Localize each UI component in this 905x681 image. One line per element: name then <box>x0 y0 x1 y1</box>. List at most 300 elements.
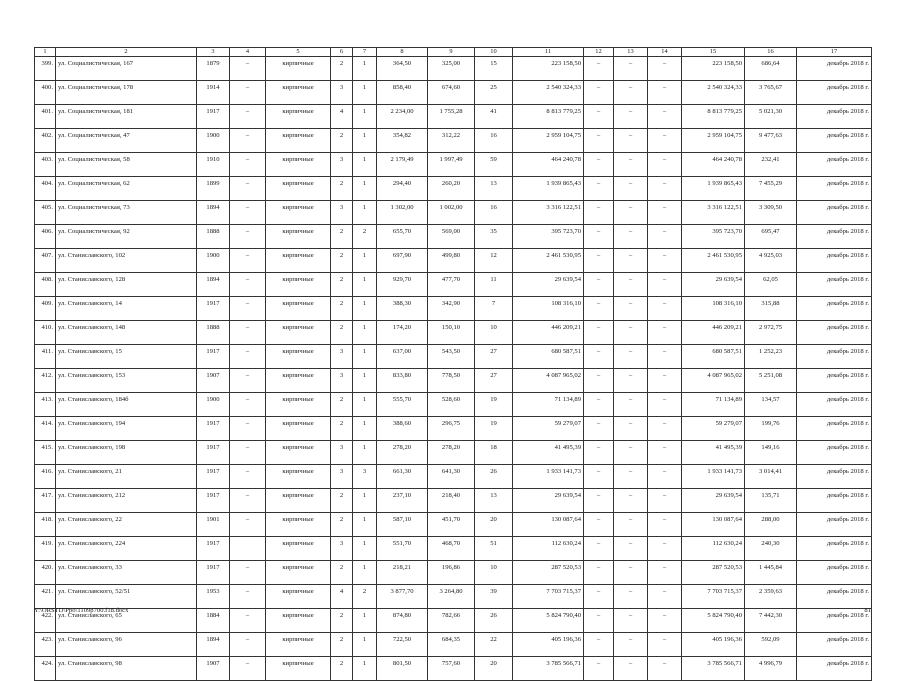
cell-wall-material: кирпичные <box>266 633 331 657</box>
cell-living-area: 312,22 <box>428 129 475 153</box>
cell-col-12: – <box>584 537 614 561</box>
header-cell-12: 12 <box>584 48 614 57</box>
cell-col-14: – <box>648 465 682 489</box>
cell-year-built: 1917 <box>197 417 230 441</box>
cell-deadline: декабрь 2018 г. <box>797 561 872 585</box>
cell-col-4: – <box>230 417 266 441</box>
cell-col-14: – <box>648 105 682 129</box>
cell-unit-cost: 9 477,63 <box>745 129 797 153</box>
cell-year-built: 1899 <box>197 177 230 201</box>
cell-col-14: – <box>648 489 682 513</box>
cell-entrances: 1 <box>353 81 377 105</box>
table-row <box>35 537 872 561</box>
cell-address: ул. Социалистическая, 167 <box>56 57 197 81</box>
cell-row-number: 420. <box>35 561 56 585</box>
cell-floors: 2 <box>331 489 353 513</box>
cell-col-4: – <box>230 81 266 105</box>
table-row <box>35 129 872 153</box>
cell-unit-cost: 695,47 <box>745 225 797 249</box>
cell-total-area: 833,80 <box>377 369 428 393</box>
cell-col-13: – <box>614 609 648 633</box>
cell-floors: 2 <box>331 657 353 681</box>
header-cell-13: 13 <box>614 48 648 57</box>
cell-residents: 19 <box>475 393 513 417</box>
cell-entrances: 1 <box>353 489 377 513</box>
cell-entrances: 2 <box>353 585 377 609</box>
cell-residents: 25 <box>475 81 513 105</box>
cell-living-area: 218,40 <box>428 489 475 513</box>
cell-row-number: 422. <box>35 609 56 633</box>
cell-cost: 405 196,36 <box>513 633 584 657</box>
cell-year-built: 1917 <box>197 489 230 513</box>
cell-deadline: декабрь 2018 г. <box>797 129 872 153</box>
cell-year-built: 1894 <box>197 273 230 297</box>
cell-floors: 2 <box>331 633 353 657</box>
cell-total-area: 929,70 <box>377 273 428 297</box>
cell-floors: 3 <box>331 81 353 105</box>
cell-col-13: – <box>614 345 648 369</box>
cell-total-cost: 2 540 324,33 <box>682 81 745 105</box>
cell-residents: 18 <box>475 441 513 465</box>
cell-col-12: – <box>584 321 614 345</box>
cell-col-12: – <box>584 153 614 177</box>
cell-deadline: декабрь 2018 г. <box>797 81 872 105</box>
cell-cost: 4 087 965,02 <box>513 369 584 393</box>
cell-living-area: 196,86 <box>428 561 475 585</box>
cell-living-area: 543,50 <box>428 345 475 369</box>
cell-deadline: декабрь 2018 г. <box>797 537 872 561</box>
cell-living-area: 757,60 <box>428 657 475 681</box>
cell-row-number: 414. <box>35 417 56 441</box>
cell-deadline: декабрь 2018 г. <box>797 321 872 345</box>
cell-year-built: 1953 <box>197 585 230 609</box>
cell-address: ул. Станиславского, 15 <box>56 345 197 369</box>
cell-unit-cost: 240,30 <box>745 537 797 561</box>
cell-deadline: декабрь 2018 г. <box>797 57 872 81</box>
cell-col-12: – <box>584 177 614 201</box>
cell-entrances: 1 <box>353 609 377 633</box>
cell-total-cost: 223 158,50 <box>682 57 745 81</box>
cell-wall-material: кирпичные <box>266 249 331 273</box>
cell-entrances: 1 <box>353 657 377 681</box>
cell-unit-cost: 134,57 <box>745 393 797 417</box>
cell-cost: 3 785 566,71 <box>513 657 584 681</box>
cell-living-area: 3 264,80 <box>428 585 475 609</box>
cell-deadline: декабрь 2018 г. <box>797 633 872 657</box>
cell-row-number: 423. <box>35 633 56 657</box>
cell-total-cost: 29 639,54 <box>682 273 745 297</box>
cell-cost: 7 703 715,37 <box>513 585 584 609</box>
cell-cost: 8 813 779,25 <box>513 105 584 129</box>
table-row <box>35 657 872 681</box>
cell-cost: 59 279,07 <box>513 417 584 441</box>
cell-col-14: – <box>648 417 682 441</box>
cell-total-cost: 5 824 790,40 <box>682 609 745 633</box>
cell-floors: 2 <box>331 129 353 153</box>
header-cell-11: 11 <box>513 48 584 57</box>
cell-col-4: – <box>230 273 266 297</box>
cell-year-built: 1914 <box>197 81 230 105</box>
table-row <box>35 225 872 249</box>
header-cell-14: 14 <box>648 48 682 57</box>
cell-residents: 35 <box>475 225 513 249</box>
cell-entrances: 1 <box>353 105 377 129</box>
cell-total-cost: 1 933 141,73 <box>682 465 745 489</box>
cell-entrances: 1 <box>353 153 377 177</box>
cell-total-area: 278,20 <box>377 441 428 465</box>
cell-floors: 3 <box>331 201 353 225</box>
cell-address: ул. Станиславского, 14 <box>56 297 197 321</box>
cell-total-cost: 287 520,53 <box>682 561 745 585</box>
cell-col-13: – <box>614 81 648 105</box>
cell-total-area: 874,80 <box>377 609 428 633</box>
cell-row-number: 405. <box>35 201 56 225</box>
table-row <box>35 153 872 177</box>
cell-col-12: – <box>584 57 614 81</box>
cell-wall-material: кирпичные <box>266 369 331 393</box>
cell-col-4: – <box>230 153 266 177</box>
cell-residents: 19 <box>475 417 513 441</box>
cell-living-area: 1 002,00 <box>428 201 475 225</box>
cell-unit-cost: 288,00 <box>745 513 797 537</box>
table-row <box>35 513 872 537</box>
cell-address: ул. Станиславского, 52/51 <box>56 585 197 609</box>
cell-deadline: декабрь 2018 г. <box>797 513 872 537</box>
cell-total-cost: 2 461 530,95 <box>682 249 745 273</box>
cell-col-13: – <box>614 417 648 441</box>
cell-living-area: 1 997,49 <box>428 153 475 177</box>
cell-total-area: 388,30 <box>377 297 428 321</box>
cell-living-area: 296,75 <box>428 417 475 441</box>
cell-living-area: 684,35 <box>428 633 475 657</box>
cell-entrances: 1 <box>353 129 377 153</box>
cell-address: ул. Социалистическая, 47 <box>56 129 197 153</box>
table-header-row <box>35 48 872 57</box>
cell-year-built: 1884 <box>197 609 230 633</box>
cell-entrances: 1 <box>353 561 377 585</box>
table-row <box>35 633 872 657</box>
cell-cost: 130 087,64 <box>513 513 584 537</box>
cell-unit-cost: 4 996,79 <box>745 657 797 681</box>
cell-total-area: 555,70 <box>377 393 428 417</box>
cell-wall-material: кирпичные <box>266 609 331 633</box>
cell-entrances: 1 <box>353 201 377 225</box>
cell-col-12: – <box>584 633 614 657</box>
cell-col-13: – <box>614 657 648 681</box>
cell-cost: 2 959 104,75 <box>513 129 584 153</box>
cell-col-14: – <box>648 177 682 201</box>
cell-col-14: – <box>648 57 682 81</box>
cell-wall-material: кирпичные <box>266 561 331 585</box>
cell-residents: 13 <box>475 177 513 201</box>
cell-col-14: – <box>648 585 682 609</box>
cell-year-built: 1917 <box>197 297 230 321</box>
cell-cost: 223 158,50 <box>513 57 584 81</box>
cell-total-area: 237,10 <box>377 489 428 513</box>
cell-year-built: 1888 <box>197 321 230 345</box>
cell-year-built: 1900 <box>197 249 230 273</box>
cell-year-built: 1917 <box>197 465 230 489</box>
cell-row-number: 404. <box>35 177 56 201</box>
cell-col-12: – <box>584 489 614 513</box>
cell-col-13: – <box>614 489 648 513</box>
cell-entrances: 1 <box>353 393 377 417</box>
cell-row-number: 424. <box>35 657 56 681</box>
table-row <box>35 201 872 225</box>
cell-cost: 108 316,10 <box>513 297 584 321</box>
cell-row-number: 399. <box>35 57 56 81</box>
cell-address: ул. Станиславского, 224 <box>56 537 197 561</box>
cell-col-12: – <box>584 201 614 225</box>
cell-entrances: 1 <box>353 177 377 201</box>
cell-row-number: 406. <box>35 225 56 249</box>
header-cell-5: 5 <box>266 48 331 57</box>
cell-col-14: – <box>648 561 682 585</box>
cell-year-built: 1907 <box>197 657 230 681</box>
cell-col-13: – <box>614 201 648 225</box>
cell-living-area: 150,10 <box>428 321 475 345</box>
cell-living-area: 674,60 <box>428 81 475 105</box>
cell-year-built: 1917 <box>197 561 230 585</box>
header-cell-8: 8 <box>377 48 428 57</box>
cell-cost: 2 461 530,95 <box>513 249 584 273</box>
cell-row-number: 407. <box>35 249 56 273</box>
cell-deadline: декабрь 2018 г. <box>797 273 872 297</box>
cell-col-4: – <box>230 225 266 249</box>
cell-residents: 10 <box>475 561 513 585</box>
cell-col-12: – <box>584 129 614 153</box>
cell-living-area: 278,20 <box>428 441 475 465</box>
cell-row-number: 403. <box>35 153 56 177</box>
cell-col-13: – <box>614 369 648 393</box>
cell-col-13: – <box>614 633 648 657</box>
buildings-table <box>34 47 872 681</box>
cell-col-4: – <box>230 57 266 81</box>
cell-year-built: 1879 <box>197 57 230 81</box>
cell-col-14: – <box>648 441 682 465</box>
cell-address: ул. Станиславского, 21 <box>56 465 197 489</box>
cell-col-12: – <box>584 297 614 321</box>
cell-col-14: – <box>648 129 682 153</box>
cell-deadline: декабрь 2018 г. <box>797 297 872 321</box>
cell-col-4: – <box>230 105 266 129</box>
cell-year-built: 1917 <box>197 537 230 561</box>
cell-residents: 26 <box>475 465 513 489</box>
cell-total-cost: 1 939 865,43 <box>682 177 745 201</box>
header-cell-2: 2 <box>56 48 197 57</box>
cell-address: ул. Социалистическая, 62 <box>56 177 197 201</box>
cell-col-13: – <box>614 249 648 273</box>
cell-floors: 4 <box>331 585 353 609</box>
cell-unit-cost: 199,76 <box>745 417 797 441</box>
cell-col-12: – <box>584 441 614 465</box>
cell-address: ул. Станиславского, 22 <box>56 513 197 537</box>
cell-col-12: – <box>584 105 614 129</box>
cell-floors: 2 <box>331 321 353 345</box>
cell-unit-cost: 7 442,30 <box>745 609 797 633</box>
cell-col-4: – <box>230 369 266 393</box>
cell-col-13: – <box>614 441 648 465</box>
table-row <box>35 321 872 345</box>
cell-col-13: – <box>614 321 648 345</box>
cell-total-area: 661,30 <box>377 465 428 489</box>
cell-total-area: 697,90 <box>377 249 428 273</box>
cell-wall-material: кирпичные <box>266 201 331 225</box>
cell-total-cost: 41 495,39 <box>682 441 745 465</box>
cell-total-area: 801,50 <box>377 657 428 681</box>
cell-entrances: 1 <box>353 441 377 465</box>
cell-floors: 3 <box>331 465 353 489</box>
header-cell-3: 3 <box>197 48 230 57</box>
cell-total-area: 587,10 <box>377 513 428 537</box>
cell-col-4: – <box>230 489 266 513</box>
cell-cost: 680 587,51 <box>513 345 584 369</box>
cell-cost: 1 939 865,43 <box>513 177 584 201</box>
cell-total-area: 858,40 <box>377 81 428 105</box>
cell-wall-material: кирпичные <box>266 657 331 681</box>
cell-row-number: 409. <box>35 297 56 321</box>
cell-living-area: 325,00 <box>428 57 475 81</box>
cell-col-13: – <box>614 225 648 249</box>
cell-col-12: – <box>584 609 614 633</box>
cell-total-area: 354,82 <box>377 129 428 153</box>
cell-entrances: 1 <box>353 417 377 441</box>
cell-col-14: – <box>648 297 682 321</box>
cell-col-12: – <box>584 417 614 441</box>
table-row <box>35 585 872 609</box>
cell-residents: 27 <box>475 345 513 369</box>
cell-total-area: 1 302,00 <box>377 201 428 225</box>
cell-unit-cost: 4 925,03 <box>745 249 797 273</box>
cell-year-built: 1917 <box>197 441 230 465</box>
cell-col-13: – <box>614 561 648 585</box>
header-cell-9: 9 <box>428 48 475 57</box>
cell-col-14: – <box>648 393 682 417</box>
cell-total-area: 174,20 <box>377 321 428 345</box>
table-row <box>35 249 872 273</box>
cell-residents: 22 <box>475 633 513 657</box>
cell-floors: 3 <box>331 369 353 393</box>
cell-address: ул. Станиславского, 128 <box>56 273 197 297</box>
cell-entrances: 3 <box>353 465 377 489</box>
cell-unit-cost: 5 251,08 <box>745 369 797 393</box>
cell-wall-material: кирпичные <box>266 537 331 561</box>
cell-unit-cost: 149,16 <box>745 441 797 465</box>
cell-col-4: – <box>230 441 266 465</box>
cell-col-12: – <box>584 657 614 681</box>
cell-wall-material: кирпичные <box>266 321 331 345</box>
cell-unit-cost: 5 021,30 <box>745 105 797 129</box>
cell-entrances: 1 <box>353 297 377 321</box>
cell-row-number: 411. <box>35 345 56 369</box>
cell-deadline: декабрь 2018 г. <box>797 657 872 681</box>
cell-address: ул. Станиславского, 194 <box>56 417 197 441</box>
cell-address: ул. Станиславского, 212 <box>56 489 197 513</box>
cell-col-14: – <box>648 633 682 657</box>
cell-residents: 41 <box>475 105 513 129</box>
cell-address: ул. Социалистическая, 73 <box>56 201 197 225</box>
cell-total-area: 3 877,70 <box>377 585 428 609</box>
cell-row-number: 415. <box>35 441 56 465</box>
cell-floors: 2 <box>331 297 353 321</box>
cell-residents: 26 <box>475 609 513 633</box>
cell-deadline: декабрь 2018 г. <box>797 585 872 609</box>
cell-deadline: декабрь 2018 г. <box>797 393 872 417</box>
cell-cost: 1 933 141,73 <box>513 465 584 489</box>
cell-unit-cost: 686,64 <box>745 57 797 81</box>
cell-col-13: – <box>614 513 648 537</box>
cell-col-13: – <box>614 153 648 177</box>
cell-cost: 5 824 790,40 <box>513 609 584 633</box>
cell-residents: 39 <box>475 585 513 609</box>
cell-residents: 20 <box>475 513 513 537</box>
header-cell-16: 16 <box>745 48 797 57</box>
cell-wall-material: кирпичные <box>266 297 331 321</box>
cell-col-14: – <box>648 153 682 177</box>
cell-row-number: 416. <box>35 465 56 489</box>
cell-col-13: – <box>614 585 648 609</box>
table-row <box>35 417 872 441</box>
cell-address: ул. Станиславского, 184б <box>56 393 197 417</box>
cell-cost: 112 630,24 <box>513 537 584 561</box>
cell-address: ул. Социалистическая, 181 <box>56 105 197 129</box>
cell-col-4: – <box>230 657 266 681</box>
table-row <box>35 297 872 321</box>
cell-row-number: 410. <box>35 321 56 345</box>
cell-entrances: 1 <box>353 273 377 297</box>
header-cell-4: 4 <box>230 48 266 57</box>
cell-col-14: – <box>648 201 682 225</box>
header-cell-10: 10 <box>475 48 513 57</box>
cell-deadline: декабрь 2018 г. <box>797 465 872 489</box>
header-cell-15: 15 <box>682 48 745 57</box>
cell-residents: 11 <box>475 273 513 297</box>
cell-col-13: – <box>614 537 648 561</box>
cell-floors: 3 <box>331 153 353 177</box>
cell-address: ул. Станиславского, 198 <box>56 441 197 465</box>
cell-wall-material: кирпичные <box>266 585 331 609</box>
cell-col-13: – <box>614 393 648 417</box>
cell-wall-material: кирпичные <box>266 177 331 201</box>
cell-entrances: 1 <box>353 249 377 273</box>
cell-residents: 13 <box>475 489 513 513</box>
cell-col-12: – <box>584 393 614 417</box>
cell-total-cost: 405 196,36 <box>682 633 745 657</box>
page-number: 81 <box>864 607 871 614</box>
cell-cost: 29 639,54 <box>513 489 584 513</box>
cell-wall-material: кирпичные <box>266 513 331 537</box>
cell-deadline: декабрь 2018 г. <box>797 345 872 369</box>
cell-col-4: – <box>230 345 266 369</box>
cell-living-area: 477,70 <box>428 273 475 297</box>
cell-wall-material: кирпичные <box>266 417 331 441</box>
cell-total-cost: 130 087,64 <box>682 513 745 537</box>
cell-total-cost: 29 639,54 <box>682 489 745 513</box>
cell-living-area: 468,70 <box>428 537 475 561</box>
cell-col-13: – <box>614 273 648 297</box>
cell-total-cost: 3 785 566,71 <box>682 657 745 681</box>
cell-col-4: – <box>230 513 266 537</box>
cell-residents: 12 <box>475 249 513 273</box>
cell-living-area: 342,90 <box>428 297 475 321</box>
cell-floors: 2 <box>331 57 353 81</box>
cell-total-area: 364,50 <box>377 57 428 81</box>
cell-col-13: – <box>614 297 648 321</box>
cell-col-13: – <box>614 57 648 81</box>
cell-total-cost: 8 813 779,25 <box>682 105 745 129</box>
cell-entrances: 1 <box>353 369 377 393</box>
cell-floors: 2 <box>331 225 353 249</box>
